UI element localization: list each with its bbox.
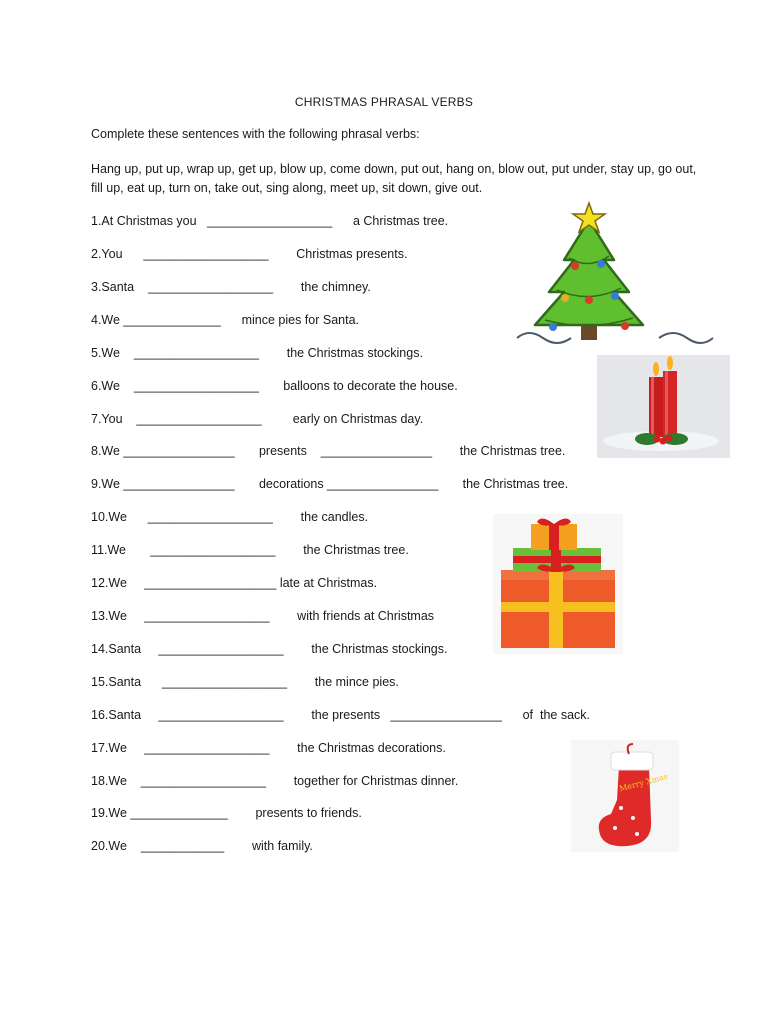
candles-image — [597, 355, 730, 458]
sentence-20: 20.We ____________ with family. — [91, 839, 313, 853]
sentence-18: 18.We __________________ together for Christmas dinner. — [91, 774, 459, 788]
stocking-image — [571, 740, 679, 852]
sentence-15: 15.Santa __________________ the mince pies. — [91, 675, 399, 689]
sentence-5: 5.We __________________ the Christmas stockings. — [91, 346, 423, 360]
sentence-17: 17.We __________________ the Christmas decorations. — [91, 741, 446, 755]
sentence-16: 16.Santa __________________ the presents ________________ of the sack. — [91, 708, 590, 722]
svg-text:Merry Xmas: Merry Xmas — [618, 771, 669, 794]
sentence-2: 2.You __________________ Christmas presents. — [91, 247, 408, 261]
sentence-11: 11.We __________________ the Christmas tree. — [91, 543, 409, 557]
presents-image — [493, 514, 623, 654]
instructions: Complete these sentences with the following phrasal verbs: — [91, 127, 420, 141]
worksheet-title: CHRISTMAS PHRASAL VERBS — [294, 95, 474, 109]
verb-list: Hang up, put up, wrap up, get up, blow up, come down, put out, hang on, blow out, put under, stay up, go out, fill up, eat up, turn on, take out, sing along, meet up, sit down, give out. — [91, 162, 697, 195]
sentence-9: 9.We ________________ decorations ________________ the Christmas tree. — [91, 477, 569, 491]
christmas-tree-image — [509, 200, 719, 350]
sentence-10: 10.We __________________ the candles. — [91, 510, 369, 524]
sentence-19: 19.We ______________ presents to friends. — [91, 806, 362, 820]
sentence-7: 7.You __________________ early on Christmas day. — [91, 412, 424, 426]
sentence-14: 14.Santa __________________ the Christmas stockings. — [91, 642, 448, 656]
sentence-6: 6.We __________________ balloons to decorate the house. — [91, 379, 458, 393]
sentence-12: 12.We ___________________ late at Christmas. — [91, 576, 378, 590]
sentence-1: 1.At Christmas you __________________ a Christmas tree. — [91, 214, 449, 228]
sentence-4: 4.We ______________ mince pies for Santa. — [91, 313, 360, 327]
sentence-13: 13.We __________________ with friends at Christmas — [91, 609, 435, 623]
sentence-8: 8.We ________________ presents ________________ the Christmas tree. — [91, 444, 566, 458]
sentence-3: 3.Santa __________________ the chimney. — [91, 280, 371, 294]
